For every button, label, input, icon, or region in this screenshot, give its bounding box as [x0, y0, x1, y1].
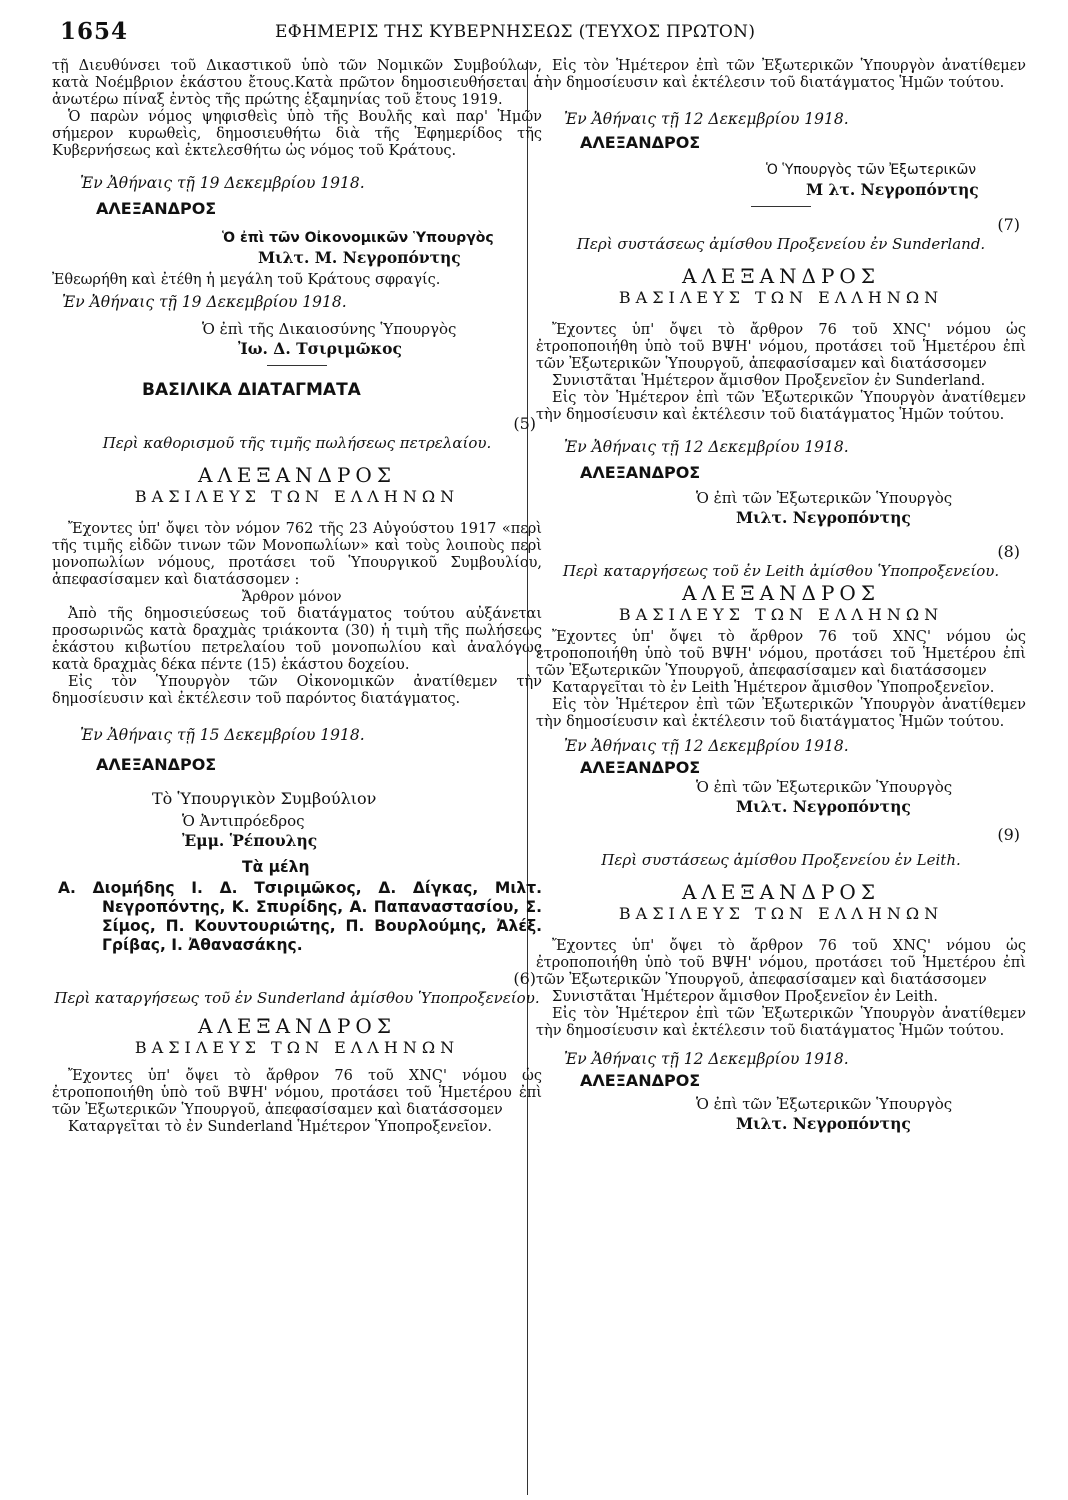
prior-decree-date: Ἐν Ἀθήναις τῇ 12 Δεκεμβρίου 1918. [564, 110, 849, 128]
king-signature: ΑΛΕΞΑΝΔΡΟΣ [96, 755, 217, 774]
separator-rule [751, 206, 811, 207]
law-enactment-paragraph: Ὁ παρὼν νόμος ψηφισθεὶς ὑπὸ τῆς Βουλῆς καὶ παρ' Ἡμῶν σήμερον κυρωθεὶς, δημοσιευθήτω διὰ τῆς Ἐφημερίδος τῆς Κυβερνήσεως καὶ ἐκτελεσθήτω ὡς νόμος τοῦ Κράτους. [52, 109, 542, 159]
decree-body: Ἀπὸ τῆς δημοσιεύσεως τοῦ διατάγματος τούτου αὐξάνεται προσωρινῶς κατὰ δραχμὰς τριάκοντα (30) ἡ τιμὴ τῆς πωλήσεως ἑκάστου κιβωτίου πετρελαίου τοῦ μονοπωλίου καὶ ἀναλόγως κατὰ δραχμὰς δέκα πέντε (15) ἑκάστου δοχείου. [52, 606, 542, 673]
king-title: ΒΑΣΙΛΕΥΣ ΤΩΝ ΕΛΛΗΝΩΝ [618, 904, 944, 923]
decree-date: Ἐν Ἀθήναις τῇ 12 Δεκεμβρίου 1918. [564, 438, 849, 456]
decree-number: (9) [997, 825, 1020, 844]
decree-execution: Εἰς τὸν Ἡμέτερον ἐπὶ τῶν Ἐξωτερικῶν Ὑπουργὸν ἀνατίθεμεν τὴν δημοσίευσιν καὶ ἐκτέλεσιν τοῦ διατάγματος Ἡμῶν τούτου. [536, 697, 1026, 730]
law-continuation-paragraph: τῇ Διευθύνσει τοῦ Δικαστικοῦ ὑπὸ τῶν Νομικῶν Συμβούλων, κατὰ Νοέμβριον ἑκάστου ἔτους.Κατὰ πρῶτον δημοσιευθήσεται ὁ ἀνωτέρω πίναξ ἐντὸς τῆς πρώτης ἑξαμηνίας τοῦ ἔτους 1919. [52, 58, 542, 108]
king-signature: ΑΛΕΞΑΝΔΡΟΣ [96, 199, 217, 218]
seal-note: Ἐθεωρήθη καὶ ἐτέθη ἡ μεγάλη τοῦ Κράτους σφραγίς. [52, 272, 441, 288]
decree-date: Ἐν Ἀθήναις τῇ 12 Δεκεμβρίου 1918. [564, 1050, 849, 1068]
minister-role: Ὁ ἐπὶ τῶν Ἐξωτερικῶν Ὑπουργὸς [696, 489, 953, 507]
minister-role: Ὁ ἐπὶ τῶν Ἐξωτερικῶν Ὑπουργὸς [696, 778, 953, 796]
minister-name: Μ λτ. Νεγροπόντης [806, 180, 979, 199]
decree-body: Καταργεῖται τὸ ἐν Sunderland Ἡμέτερον Ὑποπροξενεῖον. [68, 1119, 492, 1135]
king-signature: ΑΛΕΞΑΝΔΡΟΣ [580, 463, 701, 482]
king-title: ΒΑΣΙΛΕΥΣ ΤΩΝ ΕΛΛΗΝΩΝ [134, 487, 460, 506]
decree-date: Ἐν Ἀθήναις τῇ 15 Δεκεμβρίου 1918. [80, 726, 365, 744]
king-title: ΒΑΣΙΛΕΥΣ ΤΩΝ ΕΛΛΗΝΩΝ [134, 1038, 460, 1057]
decree-title: Περὶ καταργήσεως τοῦ ἐν Leith ἀμίσθου Ὑποπροξενείου. [562, 562, 1000, 580]
decree-title: Περὶ συστάσεως ἀμίσθου Προξενείου ἐν Leith. [601, 851, 961, 869]
decree-body: Συνιστᾶται Ἡμέτερον ἄμισθον Προξενεῖον ἐν Leith. [552, 989, 938, 1005]
council-members: Α. Διομήδης Ι. Δ. Τσιριμῶκος, Δ. Δίγκας, Μιλτ. Νεγροπόντης, Κ. Σπυρίδης, Α. Παπαναστασίου, Σ. Σίμος, Π. Κουντουριώτης, Π. Βουρλούμης, Ἀλέξ. Γρίβας, Ι. Ἀθανασάκης. [58, 879, 542, 954]
decree-execution: Εἰς τὸν Ὑπουργὸν τῶν Οἰκονομικῶν ἀνατίθεμεν τὴν δημοσίευσιν καὶ ἐκτέλεσιν τοῦ παρόντος διατάγματος. [52, 674, 542, 707]
decree-execution: Εἰς τὸν Ἡμέτερον ἐπὶ τῶν Ἐξωτερικῶν Ὑπουργὸν ἀνατίθεμεν τὴν δημοσίευσιν καὶ ἐκτέλεσιν τοῦ διατάγματος Ἡμῶν τούτου. [536, 390, 1026, 423]
king-name: ΑΛΕΞΑΝΔΡΟΣ [682, 264, 880, 288]
minister-name: Μιλτ. Νεγροπόντης [736, 1114, 911, 1133]
page-number: 1654 [60, 18, 129, 45]
minister-role: Ὁ Ὑπουργὸς τῶν Ἐξωτερικῶν [766, 162, 977, 178]
members-label: Τὰ μέλη [242, 858, 310, 876]
decree-preamble: Ἔχοντες ὑπ' ὄψει τὸ ἄρθρον 76 τοῦ ΧΝϚ' νόμου ὡς ἐτροποποιήθη ὑπὸ τοῦ ΒΨΗ' νόμου, προτάσει τοῦ Ἡμετέρου ἐπὶ τῶν Ἐξωτερικῶν Ὑπουργοῦ, ἀπεφασίσαμεν καὶ διατάσσομεν [536, 938, 1026, 988]
prior-decree-execution: Εἰς τὸν Ἡμέτερον ἐπὶ τῶν Ἐξωτερικῶν Ὑπουργὸν ἀνατίθεμεν τὴν δημοσίευσιν καὶ ἐκτέλεσιν τοῦ διατάγματος Ἡμῶν τούτου. [536, 58, 1026, 91]
decree-body: Συνιστᾶται Ἡμέτερον ἄμισθον Προξενεῖον ἐν Sunderland. [552, 373, 986, 389]
page-header [60, 14, 1060, 50]
minister-name: Μιλτ. Μ. Νεγροπόντης [258, 248, 461, 267]
section-heading: ΒΑΣΙΛΙΚΑ ΔΙΑΤΑΓΜΑΤΑ [142, 380, 361, 400]
king-name: ΑΛΕΞΑΝΔΡΟΣ [198, 463, 396, 487]
decree-title: Περὶ καταργήσεως τοῦ ἐν Sunderland ἀμίσθου Ὑποπροξενείου. [54, 989, 540, 1007]
king-title: ΒΑΣΙΛΕΥΣ ΤΩΝ ΕΛΛΗΝΩΝ [618, 605, 944, 624]
left-column [52, 58, 542, 1136]
decree-number: (8) [997, 542, 1020, 561]
seal-date: Ἐν Ἀθήναις τῇ 19 Δεκεμβρίου 1918. [62, 293, 347, 311]
decree-preamble: Ἔχοντες ὑπ' ὄψει τὸ ἄρθρον 76 τοῦ ΧΝϚ' νόμου ὡς ἐτροποποιήθη ὑπὸ τοῦ ΒΨΗ' νόμου, προτάσει τοῦ Ἡμετέρου ἐπὶ τῶν Ἐξωτερικῶν Ὑπουργοῦ, ἀπεφασίσαμεν καὶ διατάσσομεν [536, 629, 1026, 679]
vice-president-name: Ἐμμ. Ῥέπουλης [182, 831, 318, 850]
king-name: ΑΛΕΞΑΝΔΡΟΣ [682, 880, 880, 904]
decree-number: (7) [997, 215, 1020, 234]
decree-date: Ἐν Ἀθήναις τῇ 12 Δεκεμβρίου 1918. [564, 737, 849, 755]
king-signature: ΑΛΕΞΑΝΔΡΟΣ [580, 133, 701, 152]
decree-title: Περὶ συστάσεως ἀμίσθου Προξενείου ἐν Sunderland. [576, 235, 986, 253]
decree-preamble: Ἔχοντες ὑπ' ὄψει τὸ ἄρθρον 76 τοῦ ΧΝϚ' νόμου ὡς ἐτροποποιήθη ὑπὸ τοῦ ΒΨΗ' νόμου, προτάσει τοῦ Ἡμετέρου ἐπὶ τῶν Ἐξωτερικῶν Ὑπουργοῦ, ἀπεφασίσαμεν καὶ διατάσσομεν [52, 1068, 542, 1118]
decree-preamble: Ἔχοντες ὑπ' ὄψει τὸν νόμον 762 τῆς 23 Αὐγούστου 1917 «περὶ τῆς τιμῆς εἰδῶν τινων τῶν Μονοπωλίων» καὶ τοὺς λοιποὺς περὶ μονοπωλίων νόμους, προτάσει τοῦ Ὑπουργικοῦ Συμβουλίου, ἀπεφασίσαμεν καὶ διατάσσομεν : [52, 521, 542, 588]
king-title: ΒΑΣΙΛΕΥΣ ΤΩΝ ΕΛΛΗΝΩΝ [618, 288, 944, 307]
king-signature: ΑΛΕΞΑΝΔΡΟΣ [580, 758, 701, 777]
law-date: Ἐν Ἀθήναις τῇ 19 Δεκεμβρίου 1918. [80, 174, 365, 192]
council-label: Τὸ Ὑπουργικὸν Συμβούλιον [152, 789, 377, 808]
king-name: ΑΛΕΞΑΝΔΡΟΣ [198, 1014, 396, 1038]
decree-title: Περὶ καθορισμοῦ τῆς τιμῆς πωλήσεως πετρελαίου. [102, 434, 492, 452]
justice-minister-name: Ἰω. Δ. Τσιριμῶκος [238, 339, 402, 358]
decree-body: Καταργεῖται τὸ ἐν Leith Ἡμέτερον ἄμισθον Ὑποπροξενεῖον. [552, 680, 995, 696]
minister-role: Ὁ ἐπὶ τῶν Ἐξωτερικῶν Ὑπουργὸς [696, 1095, 953, 1113]
right-column [536, 58, 1026, 1134]
king-signature: ΑΛΕΞΑΝΔΡΟΣ [580, 1071, 701, 1090]
vice-president-role: Ὁ Ἀντιπρόεδρος [182, 812, 305, 830]
minister-role: Ὁ ἐπὶ τῶν Οἰκονομικῶν Ὑπουργὸς [222, 230, 494, 246]
decree-preamble: Ἔχοντες ὑπ' ὄψει τὸ ἄρθρον 76 τοῦ ΧΝϚ' νόμου ὡς ἐτροποποιήθη ὑπὸ τοῦ ΒΨΗ' νόμου, προτάσει τοῦ Ἡμετέρου ἐπὶ τῶν Ἐξωτερικῶν Ὑπουργοῦ, ἀπεφασίσαμεν καὶ διατάσσομεν [536, 322, 1026, 372]
minister-name: Μιλτ. Νεγροπόντης [736, 797, 911, 816]
decree-number: (6) [513, 969, 536, 988]
minister-name: Μιλτ. Νεγροπόντης [736, 508, 911, 527]
decree-execution: Εἰς τὸν Ἡμέτερον ἐπὶ τῶν Ἐξωτερικῶν Ὑπουργὸν ἀνατίθεμεν τὴν δημοσίευσιν καὶ ἐκτέλεσιν τοῦ διατάγματος Ἡμῶν τούτου. [536, 1006, 1026, 1039]
justice-minister-role: Ὁ ἐπὶ τῆς Δικαιοσύνης Ὑπουργὸς [202, 320, 457, 338]
king-name: ΑΛΕΞΑΝΔΡΟΣ [682, 581, 880, 605]
separator-rule [267, 365, 327, 366]
gazette-title: ΕΦΗΜΕΡΙΣ ΤΗΣ ΚΥΒΕΡΝΗΣΕΩΣ (ΤΕΥΧΟΣ ΠΡΩΤΟΝ) [275, 22, 756, 42]
decree-number: (5) [513, 414, 536, 433]
article-heading: Ἄρθρον μόνον [242, 589, 342, 605]
